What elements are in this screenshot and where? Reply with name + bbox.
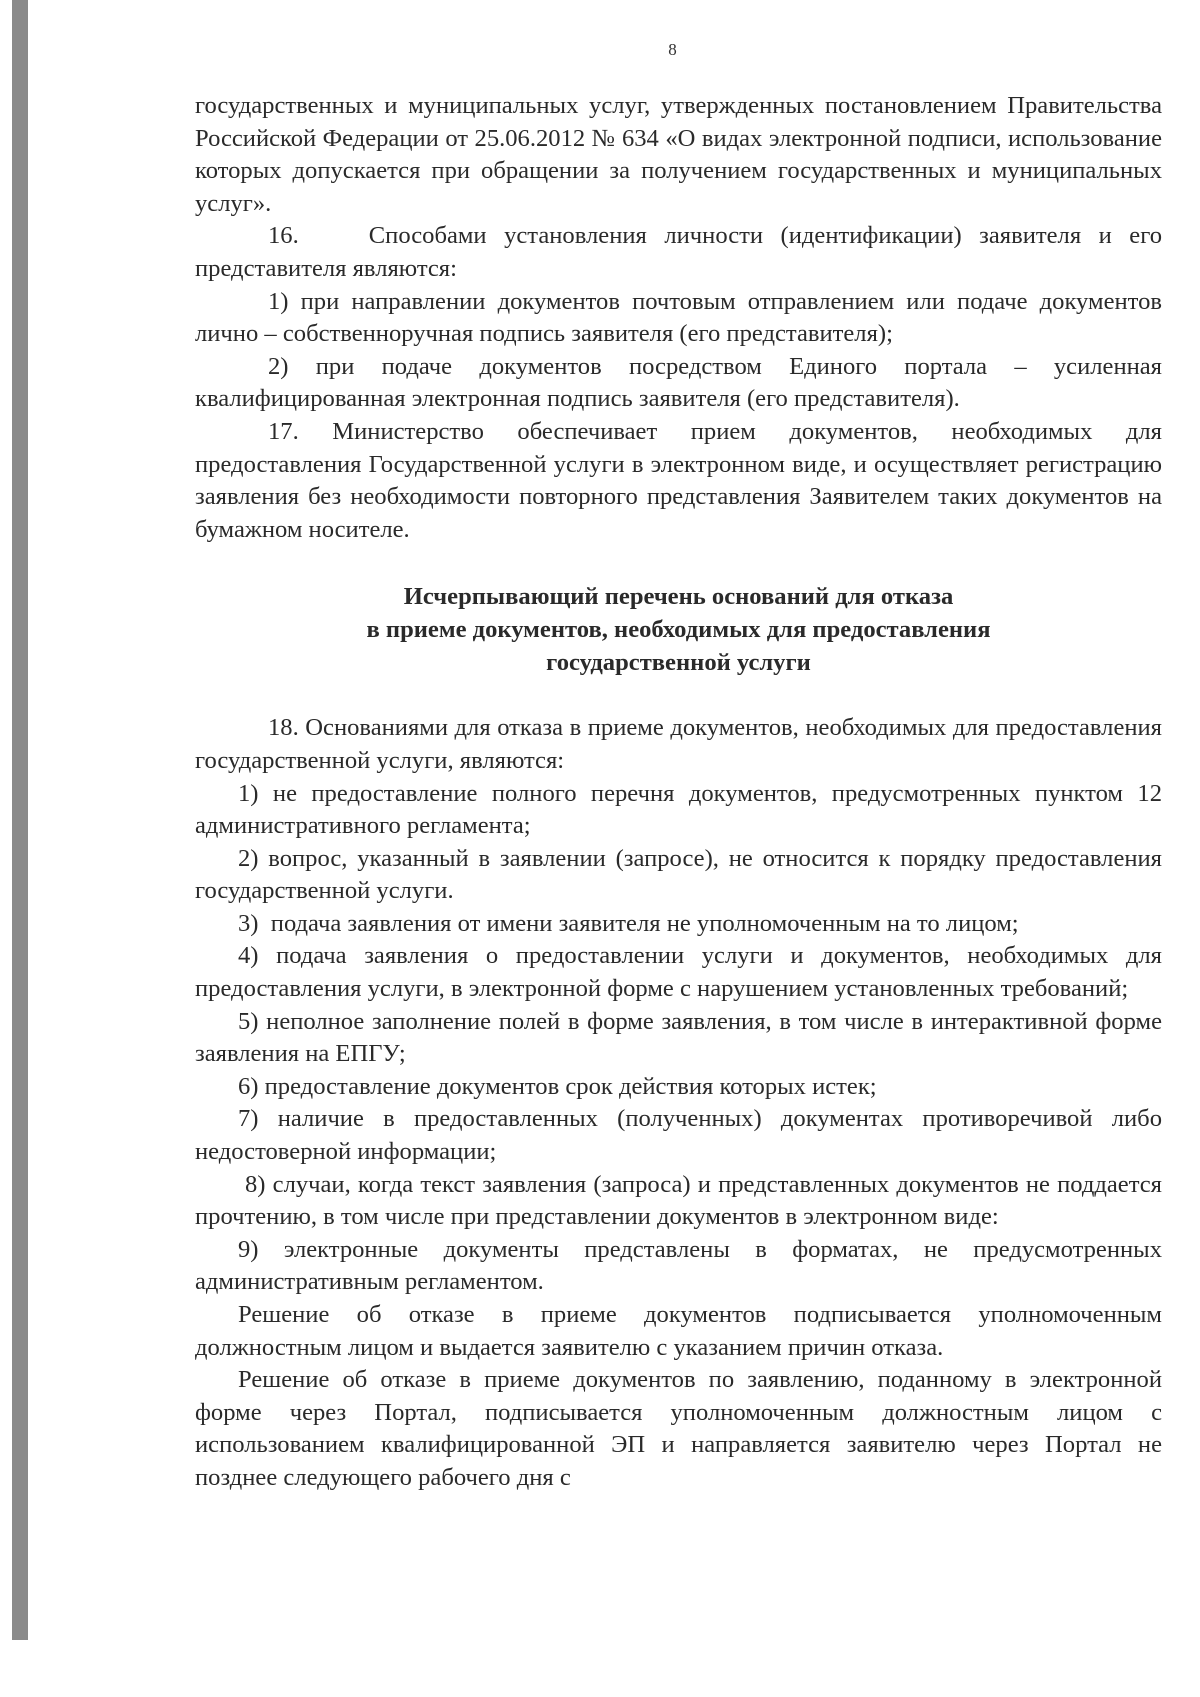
document-body <box>195 90 1162 1495</box>
item-18-paragraph: 18. Основаниями для отказа в приеме документов, необходимых для предоставления государственной услуги, являются: <box>195 714 1162 774</box>
item-18-list-item: 7) наличие в предоставленных (полученных) документах противоречивой либо недостоверной информации; <box>195 1105 1162 1166</box>
item-16-subitem-1: 1) при направлении документов почтовым отправлением или подаче документов лично – собственноручная подпись заявителя (его представителя); <box>195 287 1162 348</box>
item-18-list-item: 5) неполное заполнение полей в форме заявления, в том числе в интерактивной форме заявления на ЕПГУ; <box>195 1007 1162 1068</box>
section-heading-line: государственной услуги <box>546 649 811 677</box>
item-18-list-item: 4) подача заявления о предоставлении услуги и документов, необходимых для предоставления услуги, в электронной форме с нарушением установленных требований; <box>195 942 1162 1003</box>
section-heading-line: Исчерпывающий перечень оснований для отказа <box>403 583 954 611</box>
item-18-list-item: 6) предоставление документов срок действия которых истек; <box>238 1072 877 1100</box>
item-18-list-item: 9) электронные документы представлены в форматах, не предусмотренных административным регламентом. <box>195 1235 1162 1296</box>
section-heading-line: в приеме документов, необходимых для предоставления <box>366 616 991 644</box>
item-17-paragraph: 17. Министерство обеспечивает прием документов, необходимых для предоставления Государственной услуги в электронном виде, и осуществляет регистрацию заявления без необходимости повторного представления Заявителем таких документов на бумажном носителе. <box>195 417 1162 543</box>
scan-left-edge <box>12 0 28 1640</box>
refusal-portal-paragraph: Решение об отказе в приеме документов по заявлению, поданному в электронной форме через Портал, подписывается уполномоченным должностным лицом с использованием квалифицированной ЭП и направляется заявителю через Портал не позднее следующего рабочего дня с <box>195 1366 1162 1491</box>
item-16-paragraph: 16. Способами установления личности (идентификации) заявителя и его представителя являются: <box>195 222 1162 282</box>
refusal-signing-paragraph: Решение об отказе в приеме документов подписывается уполномоченным должностным лицом и выдается заявителю с указанием причин отказа. <box>195 1301 1162 1361</box>
page-number: 8 <box>668 40 677 59</box>
item-18-list-item: 3) подача заявления от имени заявителя не уполномоченным на то лицом; <box>238 909 1019 937</box>
item-18-list-item: 8) случаи, когда текст заявления (запроса) и представленных документов не поддается прочтению, в том числе при представлении документов в электронном виде: <box>195 1170 1162 1231</box>
section-heading <box>195 580 1162 679</box>
item-18-list-item: 2) вопрос, указанный в заявлении (запросе), не относится к порядку предоставления государственной услуги. <box>195 844 1162 905</box>
intro-paragraph: государственных и муниципальных услуг, утвержденных постановлением Правительства Российской Федерации от 25.06.2012 № 634 «О видах электронной подписи, использование которых допускается при обращении за получением государственных и муниципальных услуг». <box>195 92 1162 217</box>
item-18-list-item: 1) не предоставление полного перечня документов, предусмотренных пунктом 12 административного регламента; <box>195 779 1162 840</box>
item-16-subitem-2: 2) при подаче документов посредством Единого портала – усиленная квалифицированная электронная подпись заявителя (его представителя). <box>195 352 1162 413</box>
